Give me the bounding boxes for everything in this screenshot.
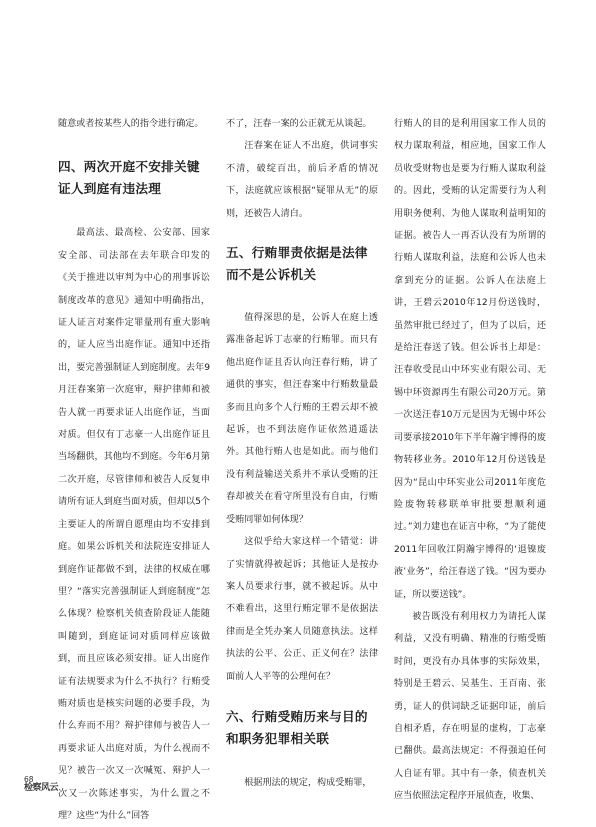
section-heading-5: 五、行贿罪责依据是法律而不是公诉机关 xyxy=(226,245,368,283)
paragraph: 最高法、最高检、公安部、国家安全部、司法部在去年联合印发的《关于推进以审判为中心的刑事诉讼制度改革的意见》通知中明确指出，证人证言对案件定罪量刑有重大影响的，证人应当出庭作证。通知中还指出，要完善强制证人到庭制度。去年9月汪春案第一次庭审，辩护律师和被告人就一再要求证人出庭作证，当面对质。但仅有丁志豪一人出庭作证且当场翻供，其他均不到庭。今年6月第二次开庭，尽管律师和被告人反复申请所有证人到庭当面对质，但却以5个主要证人的所谓自愿理由均不安排到庭。如果公诉机关和法院连安排证人到庭作证都做不到，法律的权威在哪里？“落实完善强制证人到庭制度”怎么体现？检察机关侦查阶段证人能随叫随到，到庭证词对质同样应该做到，而且应该必须安排。证人出庭作证有法规要求为什么不执行？行贿受贿对质也是核实问题的必要手段，为什么弃而不用？辩护律师与被告人一再要求证人出庭对质，为什么视而不见？被告一次又一次喊冤、辩护人一次又一次陈述事实，为什么置之不理？这些“为什么”回答 xyxy=(58,228,210,821)
paragraph: 被告既没有利用权力为请托人谋利益，又没有明确、精准的行贿受贿时间，更没有办具体事的实际效果，特别是王碧云、吴基生、王百南、张勇，证人的供词缺乏证据印证，前后自相矛盾，存在明显的虚构，丁志豪已翻供。最高法规定：不得强迫任何人自证有罪。其中有一条，侦查机关应当依照法定程序开展侦查，收集、 xyxy=(394,611,546,802)
paragraph: 不了，汪春一案的公正就无从谈起。 xyxy=(226,119,372,129)
section-heading-4: 四、两次开庭不安排关键证人到庭有违法理 xyxy=(58,159,200,197)
paragraph: 行贿人的目的是利用国家工作人员的权力谋取利益，相应地，国家工作人员收受财物也是要为行贿人谋取利益的。因此，受贿的认定需要行为人利用职务便利、为他人谋取利益明知的证据。被告人一再否认没有为所谓的行贿人谋取利益，法庭和公诉人也未拿到充分的证据。公诉人在法庭上讲，王碧云2010年12月份送钱时，虽然审批已经过了，但为了以后，还是给汪春送了钱。但公诉书上却是：汪春收受昆山中环实业有限公司、无锡中环资源再生有限公司20万元。第一次送汪春10万元是因为无锡中环公司要承接2010年下半年瀚宇博得的废物转移业务。2010年12月份送钱是因为“昆山中环实业公司2011年度危险废物转移联单审批要想顺利通过。”刘力建也在证言中称，“为了能使2011年回收江阴瀚宇博得的‘退镍废液’业务”，给汪春送了钱。“因为要办证，所以要送钱”。 xyxy=(394,119,546,600)
column-3 xyxy=(394,113,546,808)
section-heading-6: 六、行贿受贿历来与目的和职务犯罪相关联 xyxy=(226,708,368,746)
page-folio xyxy=(24,775,58,793)
column-1 xyxy=(58,113,210,827)
page-number: 68 xyxy=(24,775,34,784)
paragraph: 根据刑法的规定，构成受贿罪， xyxy=(244,777,372,788)
magazine-logo: 检察风云 xyxy=(24,783,59,793)
paragraph: 汪春案在证人不出庭，供词事实不清，破绽百出，前后矛盾的情况下，法庭就应该根据“疑罪从无”的原则，还被告人清白。 xyxy=(226,141,378,219)
column-2 xyxy=(226,113,378,794)
paragraph: 值得深思的是，公诉人在庭上透露准备起诉丁志豪的行贿罪。而只有他出庭作证且否认向汪春行贿，讲了通供的事实，但汪春案中行贿数量最多而且向多个人行贿的王碧云却不被起诉，也不到法庭作证依然逍遥法外。其他行贿人也是如此。而与他们没有利益输送关系并不承认受贿的汪春却被关在看守所里没有自由，行贿受贿同罪如何体现？ xyxy=(226,313,378,525)
paragraph: 随意或者按某些人的指令进行确定。 xyxy=(58,119,204,129)
paragraph: 这似乎给大家这样一个错觉：讲了实情就得被起诉；其他证人是按办案人员要求行事，就不被起诉。从中不难看出，这里行贿定罪不是依据法律而是全凭办案人员随意执法。这样执法的公平、公正、正义何在？法律面前人人平等的公理何在？ xyxy=(226,537,378,682)
